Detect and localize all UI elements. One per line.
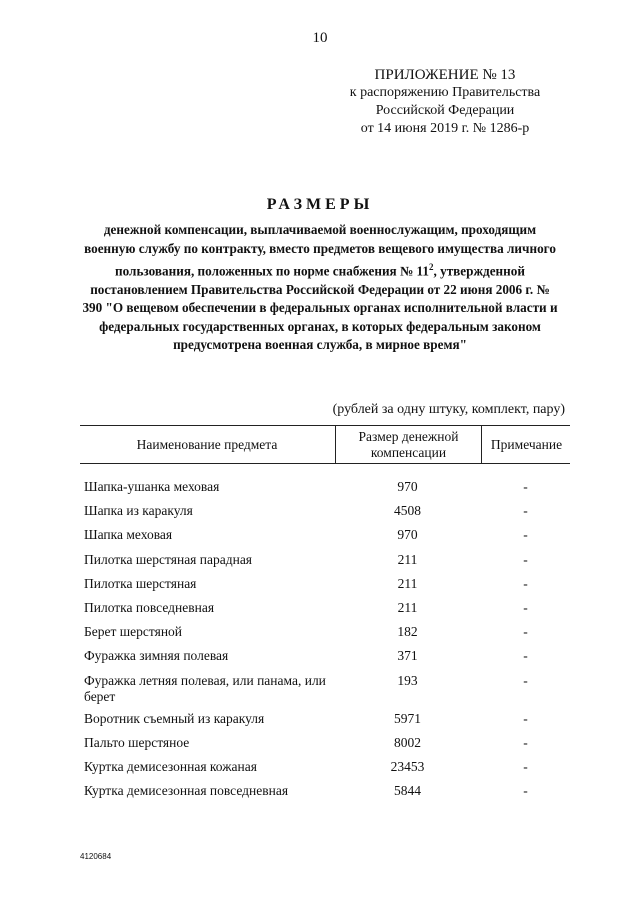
item-amount: 8002	[394, 734, 421, 750]
item-amount: 211	[397, 551, 418, 567]
item-amount: 371	[397, 648, 418, 664]
item-note: -	[523, 672, 528, 688]
appendix-line-2: Российской Федерации	[375, 103, 515, 118]
item-note: -	[523, 758, 528, 774]
item-amount: 193	[397, 672, 418, 688]
item-name: Пилотка повседневная	[84, 599, 215, 615]
table-row	[80, 732, 570, 756]
item-amount: 970	[397, 527, 418, 543]
header-name: Наименование предмета	[136, 436, 278, 452]
item-name: Пилотка шерстяная	[84, 575, 197, 591]
item-note: -	[523, 599, 528, 615]
item-name: Воротник съемный из каракуля	[84, 710, 265, 726]
item-note: -	[523, 783, 528, 799]
table-row	[80, 670, 570, 708]
item-note: -	[523, 551, 528, 567]
item-name: Пальто шерстяное	[84, 734, 190, 750]
header-amount: Размер денежной компенсации	[335, 426, 481, 463]
item-note: -	[523, 648, 528, 664]
document-code: 4120684	[80, 852, 112, 861]
item-amount: 4508	[394, 503, 421, 519]
table-row	[80, 645, 570, 669]
item-name: Фуражка зимняя полевая	[84, 648, 229, 664]
appendix-line-1: к распоряжению Правительства	[349, 85, 541, 100]
item-amount: 970	[397, 479, 418, 494]
appendix-block	[330, 66, 560, 138]
item-name: Пилотка шерстяная парадная	[84, 551, 253, 567]
item-name: Куртка демисезонная повседневная	[84, 783, 289, 799]
item-name: Шапка из каракуля	[84, 503, 193, 519]
item-amount: 5971	[394, 710, 421, 726]
item-note: -	[523, 575, 528, 591]
document-heading: РАЗМЕРЫ	[266, 196, 374, 213]
table-row	[80, 524, 570, 548]
table-row	[80, 756, 570, 780]
subtitle-text-2: , утвержденной постановлением Правительства Российской Федерации от 22 июня 2006 г. № 390 "О вещевом обеспечении в федеральных органах исполнительной власти и федеральных государственных органах, в которых федеральным законом предусмотрена военная служба, в мирное время"	[82, 263, 558, 353]
item-note: -	[523, 710, 528, 726]
item-amount: 5844	[394, 783, 421, 799]
item-name: Шапка-ушанка меховая	[84, 479, 220, 494]
item-name: Куртка демисезонная кожаная	[84, 758, 257, 774]
table-body	[80, 476, 570, 804]
table-row	[80, 708, 570, 732]
item-name: Шапка меховая	[84, 527, 173, 543]
appendix-title: ПРИЛОЖЕНИЕ № 13	[374, 67, 516, 83]
page-number: 10	[312, 30, 328, 46]
item-amount: 182	[397, 624, 418, 640]
table-row	[80, 573, 570, 597]
item-note: -	[523, 734, 528, 750]
subtitle-superscript: 2	[429, 262, 434, 272]
item-name: Берет шерстяной	[84, 624, 183, 640]
item-amount: 23453	[390, 758, 425, 774]
item-amount: 211	[397, 599, 418, 615]
item-note: -	[523, 479, 528, 494]
table-header	[80, 425, 570, 464]
header-note: Примечание	[481, 426, 571, 463]
item-note: -	[523, 624, 528, 640]
document-subtitle	[80, 221, 560, 355]
item-note: -	[523, 503, 528, 519]
table-row	[80, 500, 570, 524]
table-row	[80, 476, 570, 500]
table-row	[80, 621, 570, 645]
subtitle-text-1: денежной компенсации, выплачиваемой военнослужащим, проходящим военную службу по контракту, вместо предметов вещевого имущества личного пользования, положенных по норме снабжения № 11	[84, 222, 556, 279]
item-name: Фуражка летняя полевая, или панама, или берет	[84, 672, 326, 704]
appendix-line-3: от 14 июня 2019 г. № 1286-р	[360, 121, 530, 136]
item-amount: 211	[397, 575, 418, 591]
units-note: (рублей за одну штуку, комплект, пару)	[332, 402, 565, 417]
table-row	[80, 780, 570, 804]
table-row	[80, 549, 570, 573]
item-note: -	[523, 527, 528, 543]
table-row	[80, 597, 570, 621]
